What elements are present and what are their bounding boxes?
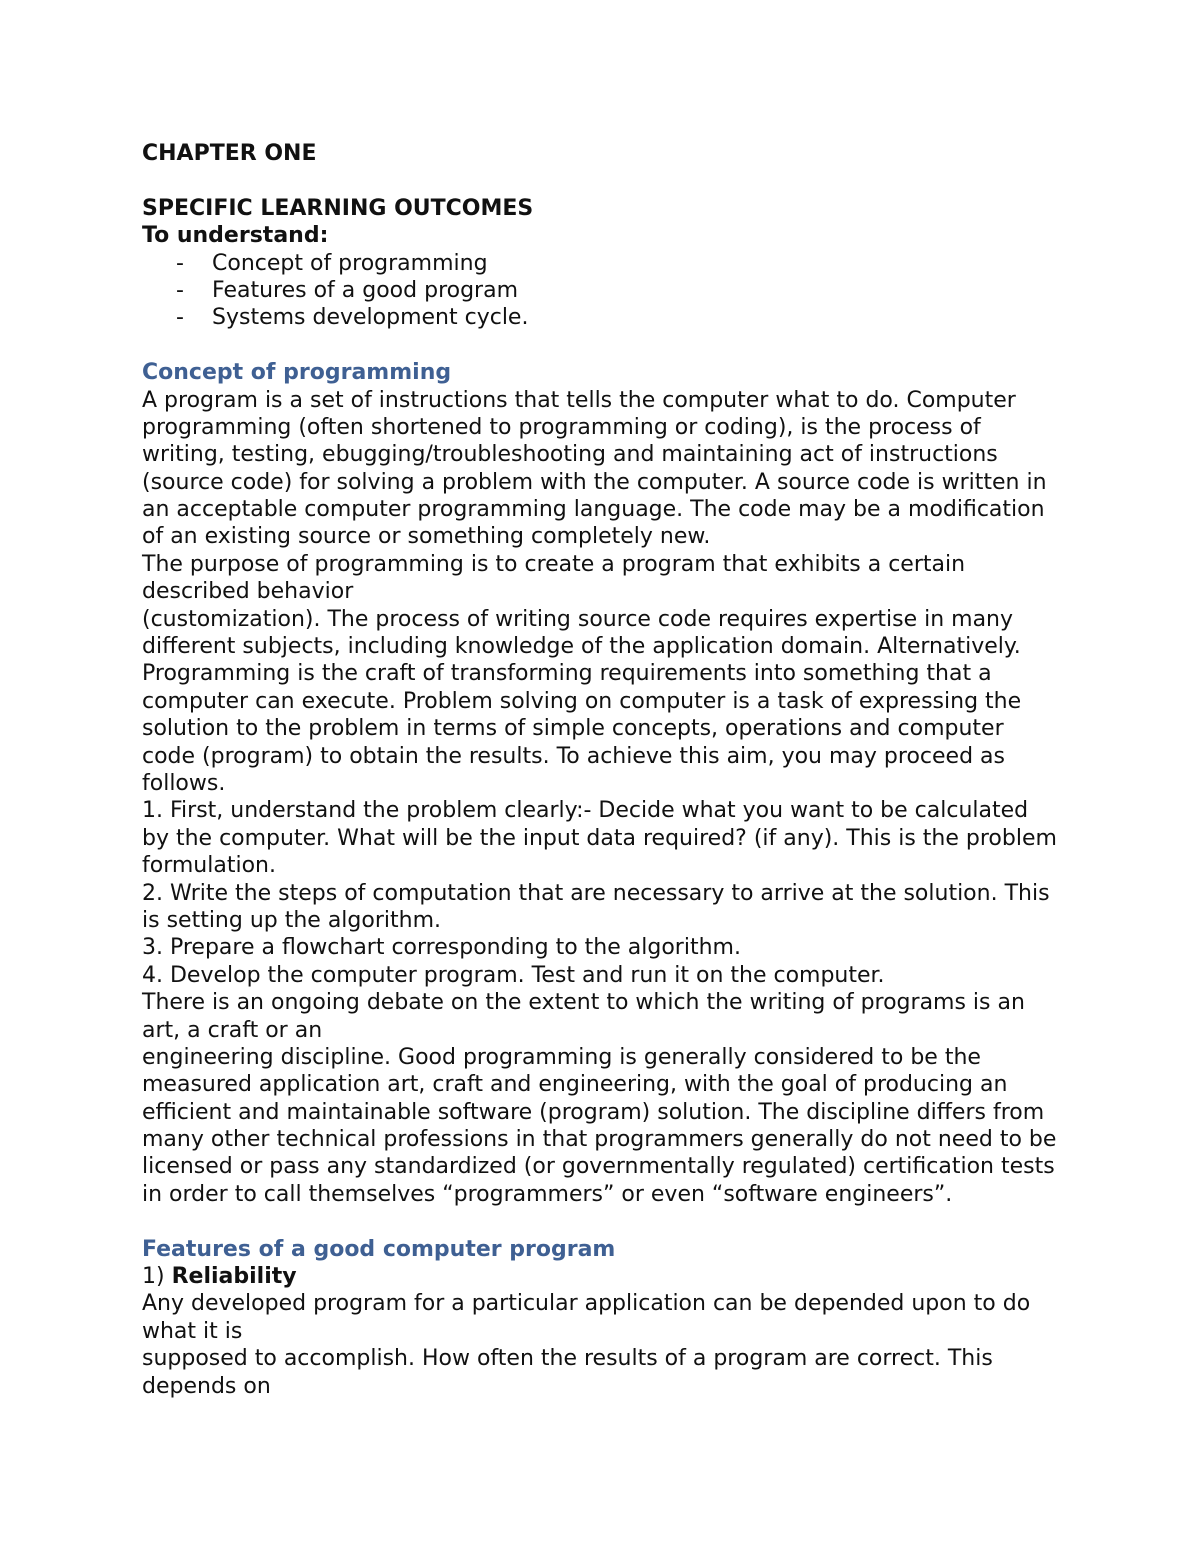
outcome-item-text: Systems development cycle. <box>212 305 529 331</box>
bullet-dash: - <box>176 305 184 331</box>
spacer <box>142 1208 1142 1235</box>
paragraph-line: The purpose of programming is to create a program that exhibits a certain <box>142 551 966 577</box>
paragraph-line: 3. Prepare a flowchart corresponding to the algorithm. <box>142 935 741 961</box>
paragraph-line: art, a craft or an <box>142 1017 323 1043</box>
outcome-item-text: Features of a good program <box>212 277 519 303</box>
paragraph-line: 4. Develop the computer program. Test and run it on the computer. <box>142 962 885 988</box>
paragraph-line: is setting up the algorithm. <box>142 907 441 933</box>
paragraph-line: engineering discipline. Good programming is generally considered to be the <box>142 1044 981 1070</box>
feature-item-name: Reliability <box>171 1264 297 1290</box>
paragraph-line: programming (often shortened to programming or coding), is the process of <box>142 414 981 440</box>
paragraph-line: different subjects, including knowledge of the application domain. Alternatively. <box>142 634 1021 660</box>
features-heading: Features of a good computer program <box>142 1236 616 1262</box>
paragraph-line: There is an ongoing debate on the extent to which the writing of programs is an <box>142 990 1025 1016</box>
outcome-item <box>142 304 1142 331</box>
paragraph-line: described behavior <box>142 579 354 605</box>
paragraph-line: by the computer. What will be the input data required? (if any). This is the problem <box>142 825 1057 851</box>
outcome-item-text: Concept of programming <box>212 250 488 276</box>
feature-item-title <box>142 1263 1142 1290</box>
paragraph-line: (customization). The process of writing source code requires expertise in many <box>142 606 1014 632</box>
outcome-item <box>142 250 1142 277</box>
paragraph-line: follows. <box>142 770 226 796</box>
paragraph-line: of an existing source or something completely new. <box>142 524 711 550</box>
bullet-dash: - <box>176 277 184 303</box>
document-body <box>142 140 1142 1400</box>
paragraph-line: writing, testing, ebugging/troubleshooting and maintaining act of instructions <box>142 442 998 468</box>
paragraph-line: code (program) to obtain the results. To achieve this aim, you may proceed as <box>142 743 1005 769</box>
paragraph-line: Programming is the craft of transforming requirements into something that a <box>142 661 992 687</box>
paragraph-line: 1. First, understand the problem clearly:- Decide what you want to be calculated <box>142 798 1029 824</box>
paragraph-line: licensed or pass any standardized (or governmentally regulated) certification tests <box>142 1154 1055 1180</box>
outcomes-intro: To understand: <box>142 223 329 249</box>
paragraph-line: formulation. <box>142 853 276 879</box>
paragraph-line: solution to the problem in terms of simple concepts, operations and computer <box>142 716 1004 742</box>
features-body <box>142 1290 1142 1400</box>
concept-body <box>142 387 1142 1209</box>
chapter-title: CHAPTER ONE <box>142 141 317 166</box>
bullet-dash: - <box>176 250 184 276</box>
paragraph-line: supposed to accomplish. How often the results of a program are correct. This <box>142 1346 993 1372</box>
feature-item-number: 1) <box>142 1264 172 1290</box>
paragraph-line: 2. Write the steps of computation that are necessary to arrive at the solution. This <box>142 880 1050 906</box>
paragraph-line: measured application art, craft and engineering, with the goal of producing an <box>142 1072 1008 1098</box>
paragraph-line: many other technical professions in that programmers generally do not need to be <box>142 1127 1057 1153</box>
paragraph-line: what it is <box>142 1318 243 1344</box>
paragraph-line: efficient and maintainable software (program) solution. The discipline differs from <box>142 1099 1045 1125</box>
paragraph-line: computer can execute. Problem solving on computer is a task of expressing the <box>142 688 1022 714</box>
spacer <box>142 332 1142 359</box>
paragraph-line: (source code) for solving a problem with the computer. A source code is written in <box>142 469 1047 495</box>
spacer <box>142 167 1142 194</box>
paragraph-line: depends on <box>142 1373 271 1399</box>
concept-heading: Concept of programming <box>142 360 452 386</box>
paragraph-line: in order to call themselves “programmers” or even “software engineers”. <box>142 1181 953 1207</box>
paragraph-line: Any developed program for a particular application can be depended upon to do <box>142 1291 1031 1317</box>
outcomes-title: SPECIFIC LEARNING OUTCOMES <box>142 195 534 221</box>
paragraph-line: A program is a set of instructions that tells the computer what to do. Computer <box>142 387 1016 413</box>
outcome-item <box>142 277 1142 304</box>
paragraph-line: an acceptable computer programming language. The code may be a modification <box>142 497 1045 523</box>
